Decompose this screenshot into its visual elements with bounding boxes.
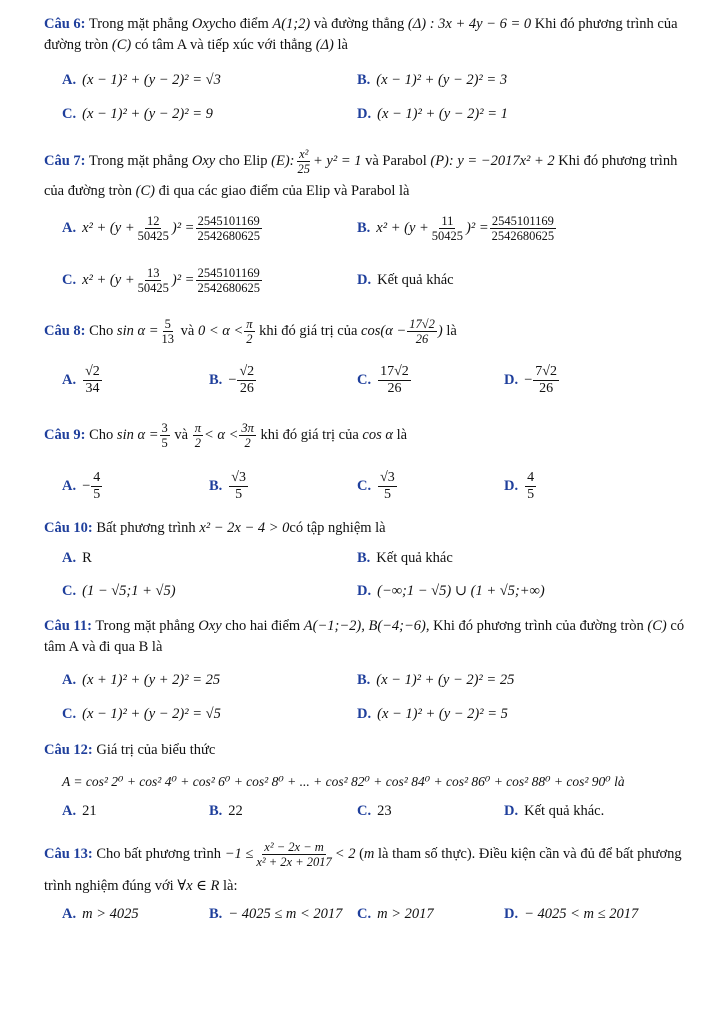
- question-label: Câu 8:: [44, 323, 86, 339]
- option-a[interactable]: A. x² + (y + $\frac{12}{50425}$ )² = $\frac{2545101169}{2542680625}$: [62, 214, 260, 243]
- option-d[interactable]: D. (−∞;1 − √5) ∪ (1 + √5;+∞): [357, 583, 545, 599]
- option-c[interactable]: C. m > 2017: [357, 906, 434, 922]
- option-b[interactable]: B. (x − 1)² + (y − 2)² = 25: [357, 672, 515, 688]
- option-b[interactable]: B. x² + (y + $\frac{11}{50425}$ )² = $\frac{2545101169}{2542680625}$: [357, 214, 555, 243]
- option-d[interactable]: D. (x − 1)² + (y − 2)² = 1: [357, 106, 508, 122]
- question-label: Câu 7:: [44, 153, 86, 169]
- question-7: Câu 7: Trong mặt phẳng Oxy cho Elip (E): $\frac{\text{x²}}{25}$ + y² = 1 và Parabol (P): y = −2017x² + 2 Khi đó phương trình của đường tròn (C) đi qua các giao điểm của Elip và Parabol là: [44, 147, 678, 200]
- option-b[interactable]: B. 22: [209, 803, 243, 819]
- fraction: $\frac{\pi}{2}$: [194, 421, 201, 451]
- fraction: $\frac{3\pi}{2}$: [241, 421, 254, 451]
- question-10: Câu 10: Bất phương trình x² − 2x − 4 > 0có tập nghiệm là: [44, 520, 386, 536]
- question-label: Câu 10:: [44, 520, 93, 536]
- option-c[interactable]: C. $\frac{17√2}{26}$: [357, 364, 409, 396]
- question-label: Câu 9:: [44, 427, 86, 443]
- option-a[interactable]: A. (x + 1)² + (y + 2)² = 25: [62, 672, 221, 688]
- fraction: $\frac{5}{13}$: [161, 317, 174, 347]
- option-a[interactable]: A. 21: [62, 803, 97, 819]
- question-9: Câu 9: Cho sin α = $\frac{3}{5}$ và $\frac{\pi}{2}$ < α < $\frac{3\pi}{2}$ khi đó giá trị của cos α là: [44, 421, 408, 451]
- fraction: $\frac{3}{5}$: [161, 421, 168, 451]
- option-a[interactable]: A. $\frac{√2}{34}$: [62, 364, 100, 396]
- fraction: $\frac{12}{50425}$: [137, 214, 169, 243]
- option-b[interactable]: B. − 4025 ≤ m < 2017: [209, 906, 343, 922]
- question-12: Câu 12: Giá trị của biểu thức: [44, 742, 216, 758]
- option-d[interactable]: D. (x − 1)² + (y − 2)² = 5: [357, 706, 508, 722]
- option-c[interactable]: C. (x − 1)² + (y − 2)² = 9: [62, 106, 213, 122]
- option-c[interactable]: C. (x − 1)² + (y − 2)² = √5: [62, 706, 221, 722]
- option-c[interactable]: C. 23: [357, 803, 392, 819]
- option-a[interactable]: A. (x − 1)² + (y − 2)² = √3: [62, 72, 221, 88]
- fraction: $\frac{2545101169}{2542680625}$: [491, 214, 555, 243]
- option-a[interactable]: A. − $\frac{4}{5}$: [62, 470, 101, 502]
- fraction: $\frac{17√2}{26}$: [409, 317, 435, 347]
- option-c[interactable]: C. x² + (y + $\frac{13}{50425}$ )² = $\frac{2545101169}{2542680625}$: [62, 266, 260, 295]
- question-11: Câu 11: Trong mặt phẳng Oxy cho hai điểm A(−1;−2), B(−4;−6), Khi đó phương trình của đường tròn (C) có tâm A và đi qua B là: [44, 618, 685, 655]
- question-label: Câu 6:: [44, 16, 86, 32]
- option-d[interactable]: D. − $\frac{7√2}{26}$: [504, 364, 557, 396]
- option-b[interactable]: B. Kết quả khác: [357, 550, 453, 566]
- expression: A = cos² 2⁰ + cos² 4⁰ + cos² 6⁰ + cos² 8⁰ + ... + cos² 82⁰ + cos² 84⁰ + cos² 86⁰ + cos² 88⁰ + cos² 90⁰ là: [62, 774, 625, 789]
- question-13: Câu 13: Cho bất phương trình −1 ≤ $\frac{\text{x² − 2x − m}}{\text{x² + 2x + 2017}}$ < 2 (m là tham số thực). Điều kiện cần và đủ để bất phương trình nghiệm đúng với ∀x ∈ R là:: [44, 840, 682, 894]
- option-a[interactable]: A. m > 4025: [62, 906, 139, 922]
- option-c[interactable]: C. (1 − √5;1 + √5): [62, 583, 176, 599]
- fraction: $\frac{13}{50425}$: [137, 266, 169, 295]
- fraction: $\frac{\pi}{2}$: [246, 317, 253, 347]
- question-6: Câu 6: Trong mặt phẳng Oxycho điểm A(1;2) và đường thẳng (Δ) : 3x + 4y − 6 = 0 Khi đó phương trình của đường tròn (C) có tâm A và tiếp xúc với thẳng (Δ) là: [44, 16, 678, 53]
- question-label: Câu 13:: [44, 846, 93, 862]
- option-d[interactable]: D. Kết quả khác.: [504, 803, 605, 819]
- fraction: $\frac{11}{50425}$: [431, 214, 464, 243]
- question-label: Câu 12:: [44, 742, 93, 758]
- question-8: Câu 8: Cho sin α = $\frac{5}{13}$ và 0 < α < $\frac{\pi}{2}$ khi đó giá trị của cos(α − $\frac{17√2}{26}$ ) là: [44, 317, 457, 347]
- option-d[interactable]: D. Kết quả khác: [357, 272, 454, 288]
- fraction: $\frac{\text{x² − 2x − m}}{\text{x² + 2x + 2017}}$: [256, 840, 332, 870]
- option-b[interactable]: B. $\frac{√3}{5}$: [209, 470, 246, 502]
- option-d[interactable]: D. − 4025 < m ≤ 2017: [504, 906, 639, 922]
- option-a[interactable]: A. R: [62, 550, 92, 566]
- question-label: Câu 11:: [44, 618, 92, 634]
- option-d[interactable]: D. $\frac{4}{5}$: [504, 470, 535, 502]
- fraction: $\frac{2545101169}{2542680625}$: [197, 214, 260, 243]
- fraction: $\frac{\text{x²}}{25}$: [297, 147, 311, 177]
- option-b[interactable]: B. (x − 1)² + (y − 2)² = 3: [357, 72, 508, 88]
- fraction: $\frac{2545101169}{2542680625}$: [197, 266, 260, 295]
- option-c[interactable]: C. $\frac{√3}{5}$: [357, 470, 395, 502]
- option-b[interactable]: B. − $\frac{√2}{26}$: [209, 364, 255, 396]
